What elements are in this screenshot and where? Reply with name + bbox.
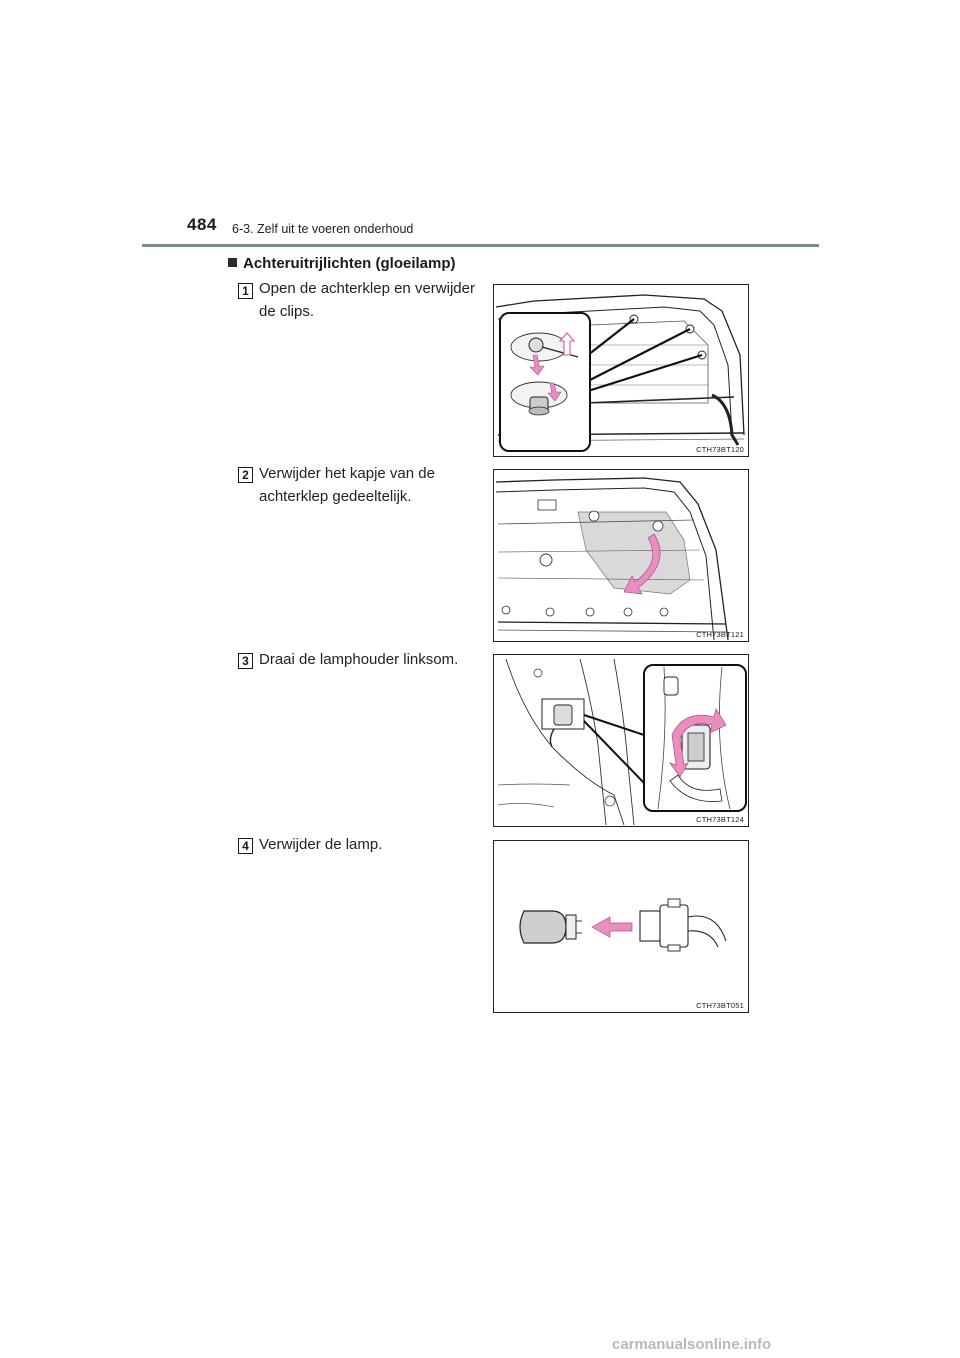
figure-step-3 [493, 654, 749, 827]
watermark: carmanualsonline.info [612, 1336, 772, 1353]
figure-code-1: CTH73BT120 [696, 445, 744, 454]
square-bullet-icon [228, 258, 237, 267]
figure-step-2 [493, 469, 749, 642]
step-number-3: 3 [238, 653, 253, 669]
tailgate-clips-illustration [494, 285, 749, 457]
step-text-2: Verwijder het kapje van de achterklep gedeeltelijk. [259, 465, 435, 505]
step-number-2: 2 [238, 467, 253, 483]
step-text-3: Draai de lamphouder linksom. [259, 651, 459, 668]
figure-code-3: CTH73BT124 [696, 815, 744, 824]
step-number-1: 1 [238, 283, 253, 299]
figure-code-4: CTH73BT051 [696, 1001, 744, 1010]
procedure-heading [228, 255, 456, 272]
step-text-4: Verwijder de lamp. [259, 836, 383, 853]
figure-code-2: CTH73BT121 [696, 630, 744, 639]
step-text-1: Open de achterklep en verwijder de clips. [259, 280, 475, 320]
lamp-holder-rotate-illustration [494, 655, 749, 827]
page-number: 484 [187, 215, 217, 234]
bulb-removal-illustration [494, 841, 749, 1013]
section-title: 6-3. Zelf uit te voeren onderhoud [232, 222, 414, 236]
figure-step-4 [493, 840, 749, 1013]
step-number-4: 4 [238, 838, 253, 854]
figure-step-1 [493, 284, 749, 457]
header-rule [142, 244, 819, 247]
tailgate-cover-illustration [494, 470, 749, 642]
heading-text: Achteruitrijlichten (gloeilamp) [243, 255, 456, 272]
